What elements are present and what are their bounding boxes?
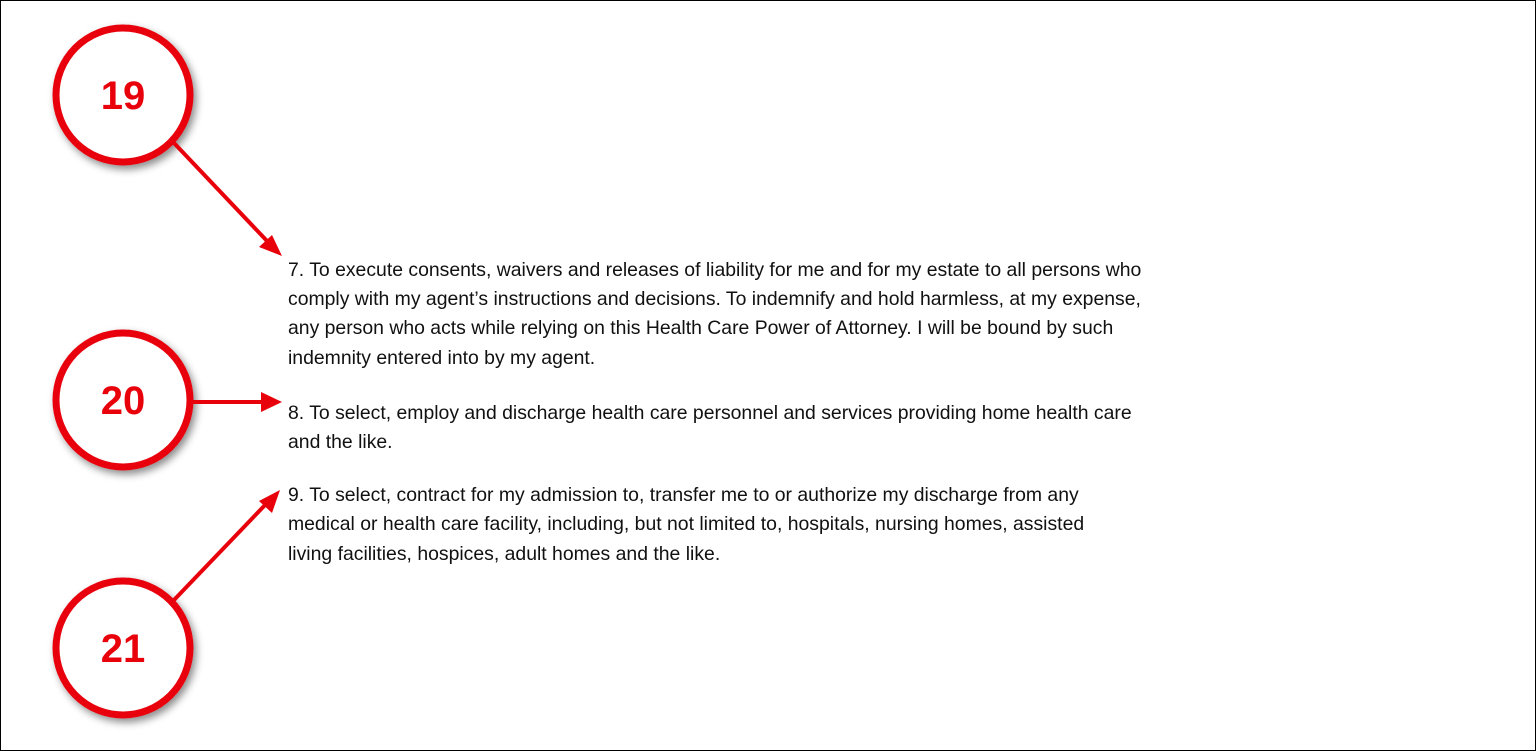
document-body bbox=[288, 256, 1268, 569]
clause-line: and the like. bbox=[288, 431, 393, 454]
clause-line: any person who acts while relying on this Health Care Power of Attorney. I will be bound by such bbox=[288, 317, 1114, 340]
clause-8 bbox=[288, 399, 1268, 457]
callout-number-20: 20 bbox=[100, 379, 146, 423]
arrow-line bbox=[174, 143, 268, 242]
clause-line: comply with my agent’s instructions and decisions. To indemnify and hold harmless, at my expense, bbox=[288, 288, 1141, 311]
callout-19 bbox=[56, 28, 190, 162]
clause-7 bbox=[288, 256, 1268, 373]
arrow-19-to-clause-7 bbox=[174, 143, 282, 256]
clause-line: 8. To select, employ and discharge health care personnel and services providing home health care bbox=[288, 401, 1132, 424]
clause-line: living facilities, hospices, adult homes and the like. bbox=[288, 542, 721, 565]
callout-21 bbox=[56, 581, 190, 715]
clause-line: indemnity entered into by my agent. bbox=[288, 346, 596, 369]
callout-number-21: 21 bbox=[100, 627, 146, 671]
callout-20 bbox=[56, 333, 190, 467]
callout-number-19: 19 bbox=[100, 74, 146, 118]
arrow-head-icon bbox=[261, 392, 282, 412]
clause-line: 9. To select, contract for my admission to, transfer me to or authorize my discharge from any bbox=[288, 484, 1079, 507]
arrow-21-to-clause-9 bbox=[174, 490, 280, 600]
clause-9 bbox=[288, 481, 1268, 569]
clause-line: 7. To execute consents, waivers and releases of liability for me and for my estate to all persons who bbox=[288, 259, 1142, 281]
arrow-line bbox=[174, 504, 266, 600]
arrow-20-to-clause-8 bbox=[192, 392, 282, 412]
clause-line: medical or health care facility, including, but not limited to, hospitals, nursing homes, assisted bbox=[288, 513, 1085, 536]
